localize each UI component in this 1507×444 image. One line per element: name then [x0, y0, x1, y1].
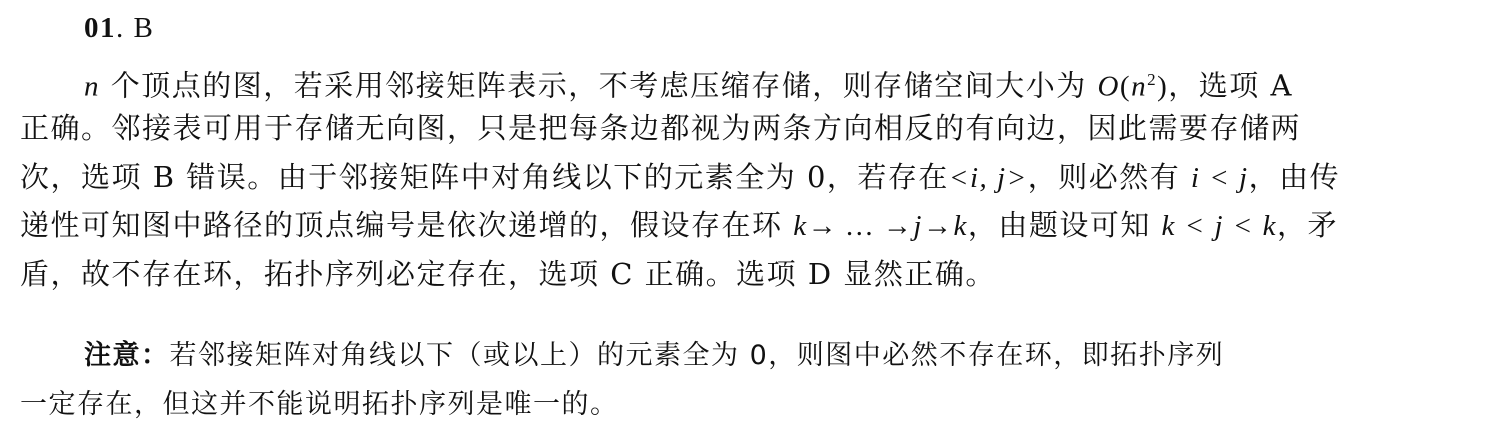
explanation-text: ，矛: [1277, 208, 1339, 242]
exponent: 2: [1147, 70, 1158, 89]
paren-open: (: [1119, 70, 1132, 103]
paren-close: ): [1157, 70, 1169, 103]
explanation-line-5: 盾，故不存在环，拓扑序列必定存在，选项 C 正确。选项 D 显然正确。: [20, 257, 996, 291]
note-line-1: [84, 336, 1224, 376]
note-label: 注意：: [84, 340, 170, 371]
explanation-text: 递性可知图中路径的顶点编号是依次递增的，假设存在环: [20, 208, 794, 242]
var-n-squared: n: [1131, 70, 1148, 103]
explanation-line-4: [20, 205, 1338, 246]
explanation-text: ，则必然有: [1027, 160, 1191, 194]
answer-choice: B: [133, 12, 155, 44]
answer-separator: .: [116, 12, 125, 44]
answer-heading: [84, 8, 154, 48]
explanation-text: 个顶点的图，若采用邻接矩阵表示，不考虑压缩存储，则存储空间大小为: [100, 68, 1098, 103]
explanation-text: ，由传: [1248, 160, 1341, 194]
explanation-text: 次，选项 B 错误。由于邻接矩阵中对角线以下的元素全为 0，若存在: [20, 160, 949, 194]
big-o: O: [1097, 70, 1120, 103]
note-text: 若邻接矩阵对角线以下（或以上）的元素全为 0，则图中必然不存在环，即拓扑序列: [169, 340, 1225, 371]
explanation-text: ，由题设可知: [967, 208, 1162, 242]
explanation-line-3: [20, 157, 1340, 198]
explanation-text: ，选项 A: [1168, 68, 1293, 103]
answer-number: 01: [84, 12, 116, 44]
note-line-2: 一定存在，但这并不能说明拓扑序列是唯一的。: [20, 389, 619, 420]
explanation-line-1: [84, 60, 1293, 107]
explanation-line-2: 正确。邻接表可用于存储无向图，只是把每条边都视为两条方向相反的有向边，因此需要存储两: [20, 111, 1302, 145]
edge-notation: <i, j>: [948, 162, 1028, 194]
var-n: n: [84, 70, 100, 103]
cycle-notation: k→ … →j→k: [793, 210, 968, 242]
inequality: i < j: [1190, 162, 1249, 194]
inequality: k < j < k: [1161, 210, 1277, 242]
